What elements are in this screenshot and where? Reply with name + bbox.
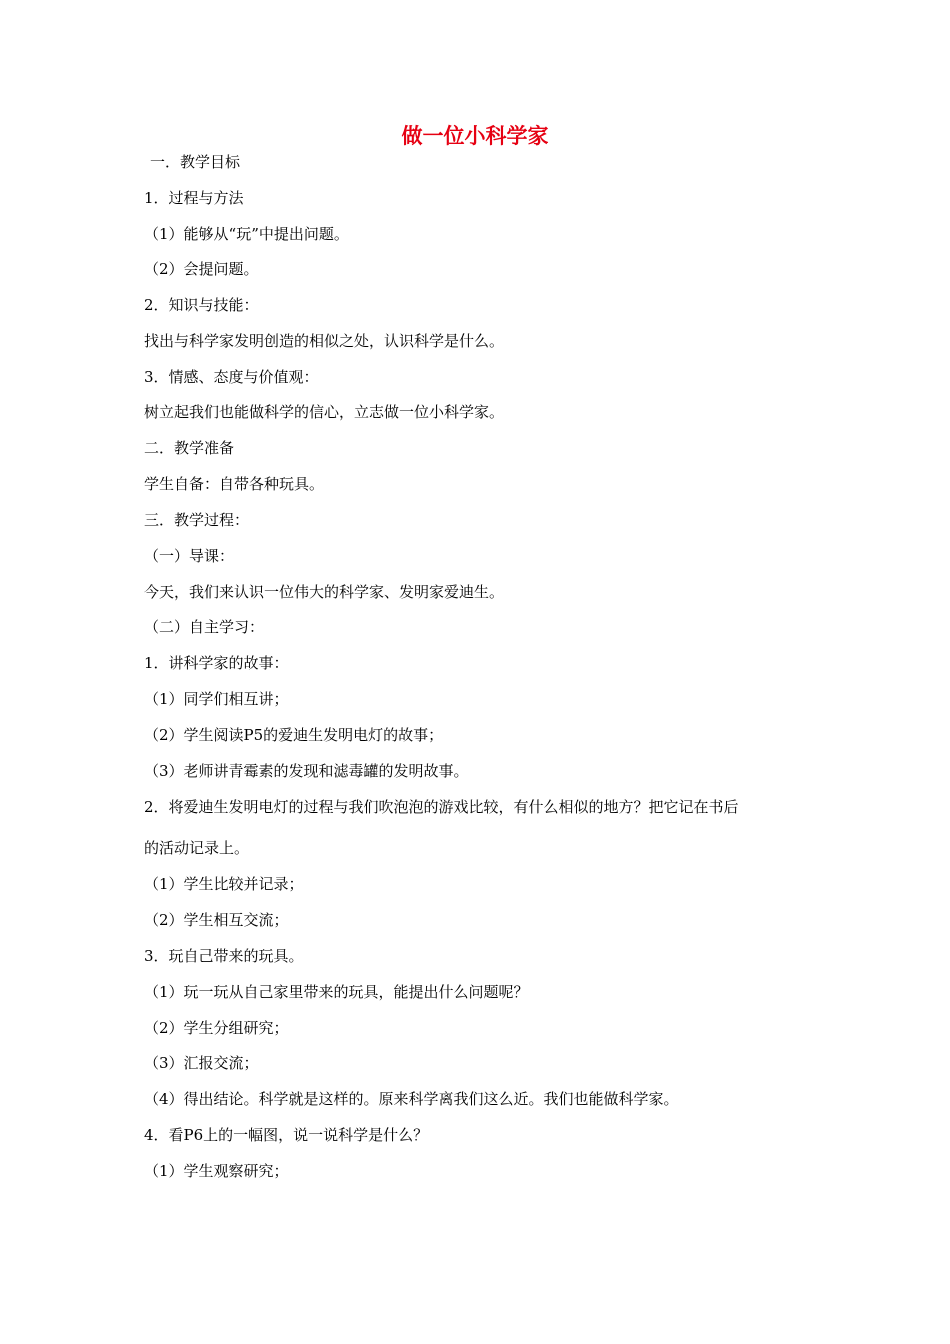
text-line: 树立起我们也能做科学的信心，立志做一位小科学家。 <box>144 403 505 421</box>
text-line: （3）老师讲青霉素的发现和滤毒罐的发明故事。 <box>144 762 469 780</box>
text-line: （1）学生比较并记录； <box>144 875 304 893</box>
text-line: （1）能够从“玩”中提出问题。 <box>144 225 349 243</box>
text-line: 今天，我们来认识一位伟大的科学家、发明家爱迪生。 <box>144 583 505 601</box>
section-heading-objectives: 一．教学目标 <box>150 153 241 171</box>
text-line: （一）导课： <box>144 547 235 565</box>
text-line: （2）学生相互交流； <box>144 911 289 929</box>
text-line: 的活动记录上。 <box>144 839 250 857</box>
text-line: 找出与科学家发明创造的相似之处，认识科学是什么。 <box>144 332 505 350</box>
text-line: 3．玩自己带来的玩具。 <box>144 947 304 965</box>
text-line: （1）学生观察研究； <box>144 1162 289 1180</box>
text-line: （2）会提问题。 <box>144 260 259 278</box>
text-line: （2）学生阅读P5的爱迪生发明电灯的故事； <box>144 726 444 744</box>
text-line: 3．情感、态度与价值观： <box>144 368 319 386</box>
section-heading-preparation: 二．教学准备 <box>144 439 235 457</box>
text-line: （2）学生分组研究； <box>144 1019 289 1037</box>
text-line: 2．将爱迪生发明电灯的过程与我们吹泡泡的游戏比较，有什么相似的地方？把它记在书后 <box>144 798 739 816</box>
text-line: （3）汇报交流； <box>144 1054 259 1072</box>
text-line: （1）同学们相互讲； <box>144 690 289 708</box>
text-line: （1）玩一玩从自己家里带来的玩具，能提出什么问题呢？ <box>144 983 529 1001</box>
document-title: 做一位小科学家 <box>401 124 549 148</box>
text-line: 学生自备：自带各种玩具。 <box>144 475 325 493</box>
section-heading-process: 三．教学过程： <box>144 511 250 529</box>
text-line: （二）自主学习： <box>144 618 265 636</box>
text-line: 2．知识与技能： <box>144 296 259 314</box>
text-line: 1．讲科学家的故事： <box>144 654 289 672</box>
text-line: 4．看P6上的一幅图，说一说科学是什么？ <box>144 1126 429 1144</box>
text-line: （4）得出结论。科学就是这样的。原来科学离我们这么近。我们也能做科学家。 <box>144 1090 679 1108</box>
text-line: 1．过程与方法 <box>144 189 244 207</box>
